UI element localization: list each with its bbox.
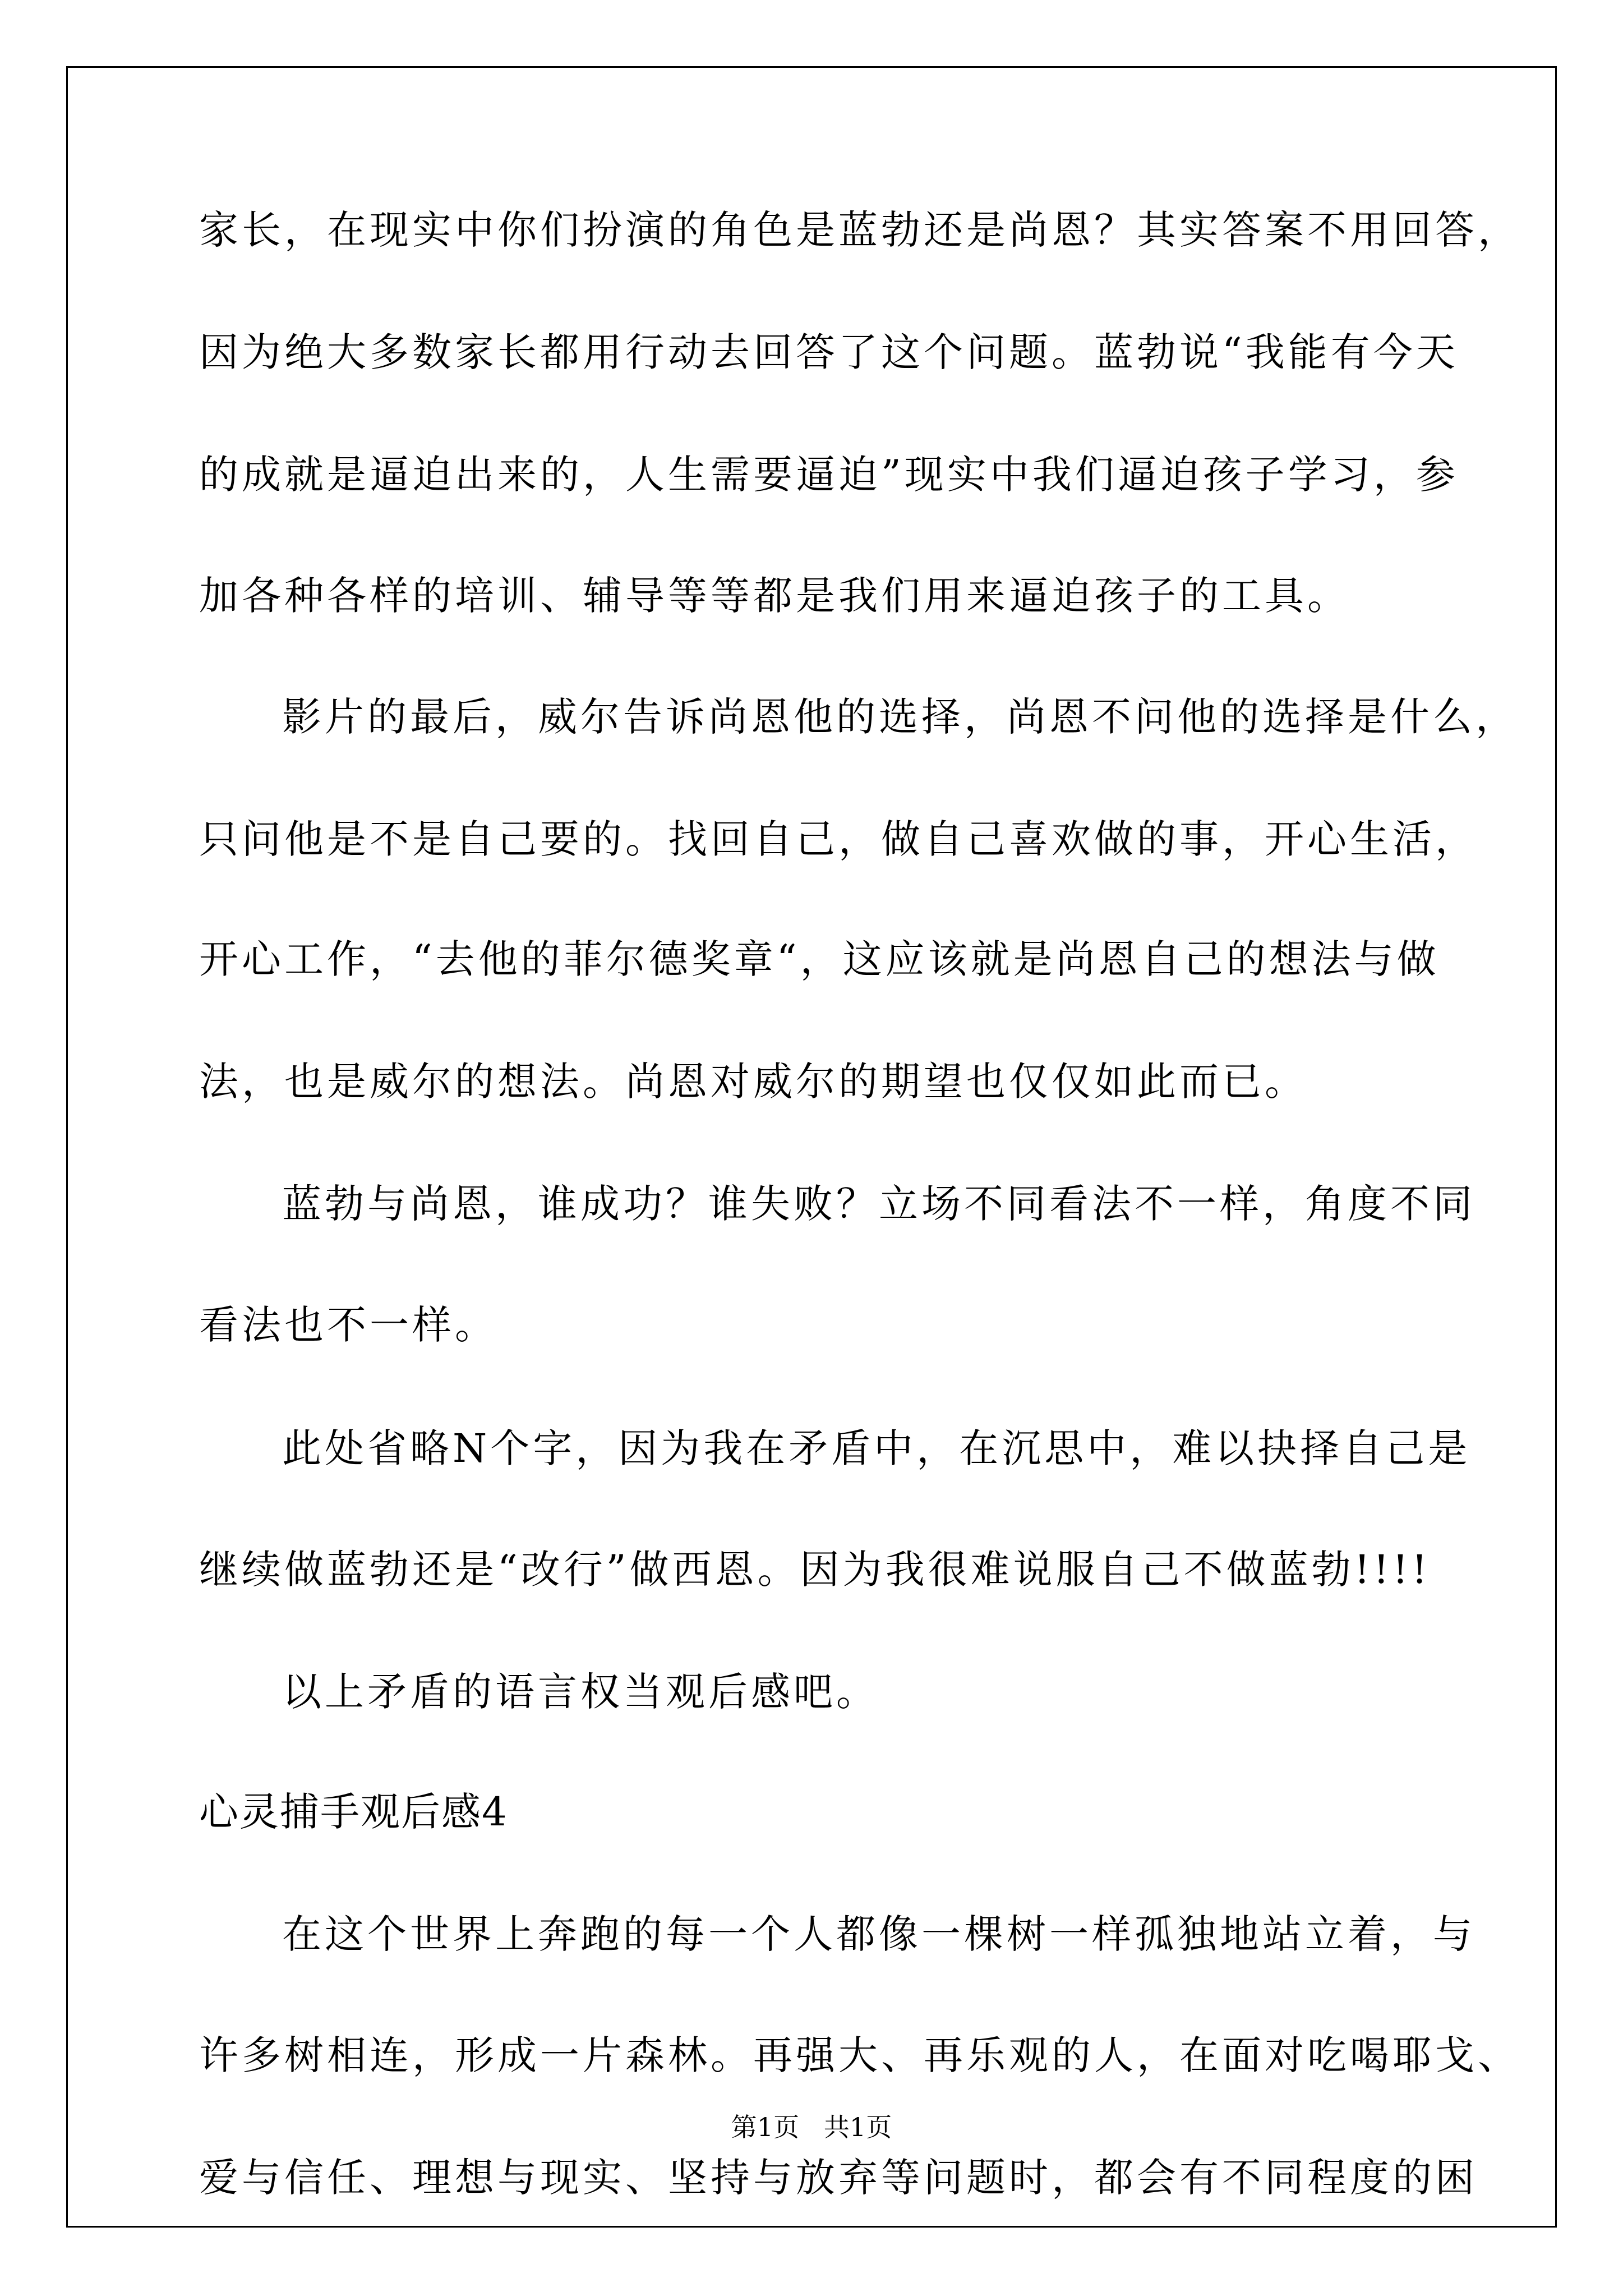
text-line-10: 看法也不一样。 [199,1302,497,1348]
text-line-7: 开心工作，“去他的菲尔德奖章“，这应该就是尚恩自己的想法与做 [199,936,1440,982]
text-line-13: 以上矛盾的语言权当观后感吧。 [282,1669,879,1715]
text-line-3: 的成就是逼迫出来的，人生需要逼迫”现实中我们逼迫孩子学习，参 [199,452,1459,498]
text-line-4: 加各种各样的培训、辅导等等都是我们用来逼迫孩子的工具。 [199,573,1350,619]
text-line-15: 在这个世界上奔跑的每一个人都像一棵树一样孤独地站立着，与 [282,1911,1476,1957]
text-line-9: 蓝勃与尚恩，谁成功？谁失败？立场不同看法不一样，角度不同 [282,1181,1476,1227]
text-line-16: 许多树相连，形成一片森林。再强大、再乐观的人，在面对吃喝耶戈、 [199,2032,1520,2078]
text-line-11: 此处省略N个字，因为我在矛盾中，在沉思中，难以抉择自己是 [282,1425,1471,1471]
text-line-8: 法，也是威尔的想法。尚恩对威尔的期望也仅仅如此而已。 [199,1059,1307,1105]
page-footer: 第1页 共1页 [731,2112,892,2142]
text-line-17: 爱与信任、理想与现实、坚持与放弃等问题时，都会有不同程度的困 [199,2155,1478,2201]
text-line-6: 只问他是不是自己要的。找回自己，做自己喜欢做的事，开心生活， [199,816,1478,862]
text-line-5: 影片的最后，威尔告诉尚恩他的选择，尚恩不问他的选择是什么， [282,694,1518,740]
section-heading: 心灵捕手观后感4 [199,1789,508,1835]
text-line-2: 因为绝大多数家长都用行动去回答了这个问题。蓝勃说“我能有今天 [199,329,1459,375]
text-line-12: 继续做蓝勃还是“改行”做西恩。因为我很难说服自己不做蓝勃!!!! [199,1547,1431,1593]
page-border [66,66,1557,2228]
text-line-1: 家长，在现实中你们扮演的角色是蓝勃还是尚恩？其实答案不用回答， [199,207,1520,253]
